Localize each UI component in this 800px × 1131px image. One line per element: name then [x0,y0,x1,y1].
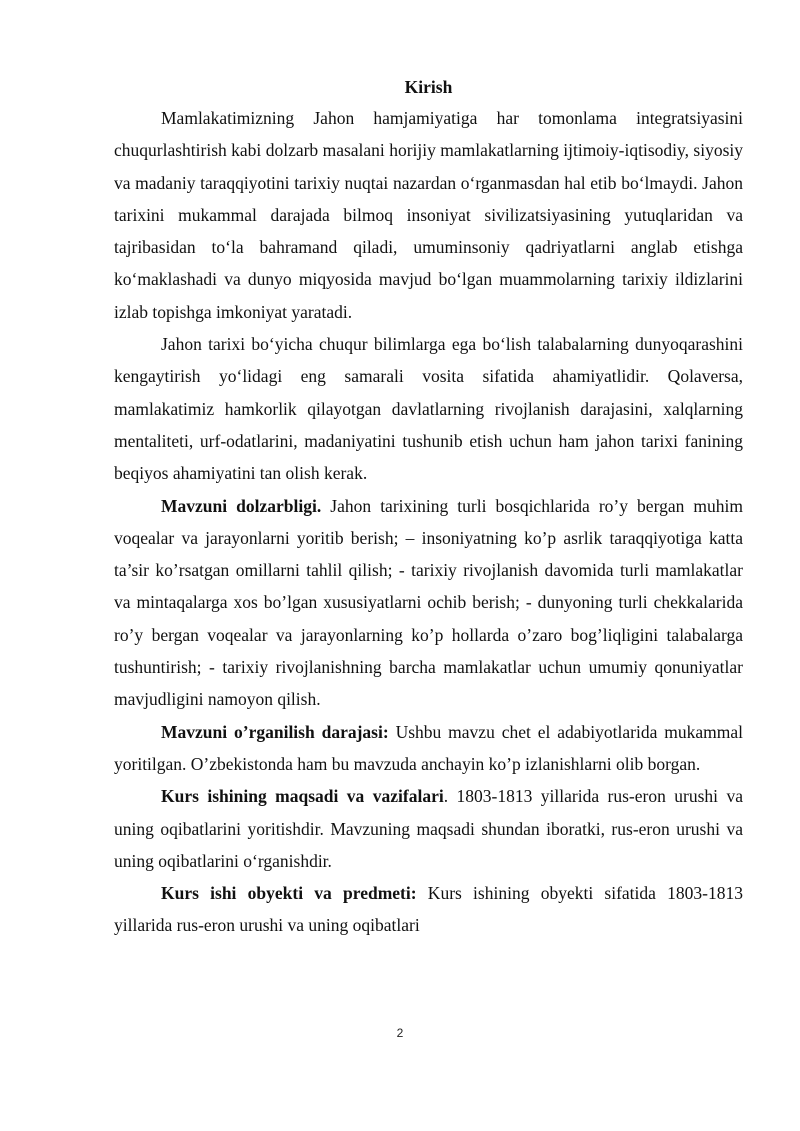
paragraph-text: Ushbu mavzu chet el adabiyotlarida mukammal yoritilgan. O’zbekistonda ham bu mavzuda anchayin ko’p izlanishlarni olib borgan. [114,721,743,774]
paragraph-study-level [114,716,743,781]
paragraph-relevance [114,490,743,716]
paragraph-goals [114,780,743,877]
paragraph-heading: Kurs ishi obyekti va predmeti: [161,883,417,904]
paragraph-text: Kurs ishining obyekti sifatida 1803-1813 yillarida rus-eron urushi va uning oqibatlari [114,883,743,936]
page-title: Kirish [404,77,453,97]
paragraph-heading: Kurs ishining maqsadi va vazifalari [161,786,444,807]
paragraph-intro [114,102,743,328]
paragraph-text: Jahon tarixi bo‘yicha chuqur bilimlarga ega bo‘lish talabalarning dunyoqarashini kengaytirish yo‘lidagi eng samarali vosita sifatida ahamiyatlidir. Qolaversa, mamlakatimiz hamkorlik qilayotgan davlatlarning rivojlanish darajasini, xalqlarning mentaliteti, urf-odatlarini, madaniyatini tushunib etish uchun ham jahon tarixi fanining beqiyos ahamiyatini tan olish kerak. [114,334,743,484]
paragraph-text: Mamlakatimizning Jahon hamjamiyatiga har tomonlama integratsiyasini chuqurlashtirish kabi dolzarb masalani horijiy mamlakatlarning ijtimoiy-iqtisodiy, siyosiy va madaniy taraqqiyotini tarixiy nuqtai nazardan o‘rganmasdan hal etib bo‘lmaydi. Jahon tarixini mukammal darajada bilmoq insoniyat sivilizatsiyasining yutuqlaridan va tajribasidan to‘la bahramand qiladi, umuminsoniy qadriyatlarni anglab etishga ko‘maklashadi va dunyo miqyosida mavjud bo‘lgan muammolarning tarixiy ildizlarini izlab topishga imkoniyat yaratadi. [114,108,743,322]
paragraph-world-history [114,328,743,489]
paragraph-text: Jahon tarixining turli bosqichlarida ro’y bergan muhim voqealar va jarayonlarni yoritib berish; – insoniyatning ko’p asrlik taraqqiyotiga katta ta’sir ko’rsatgan omillarni tahlil qilish; - tarixiy rivojlanish davomida turli mamlakatlar va mintaqalarga xos bo’lgan xususiyatlarni ochib berish; - dunyoning turli chekkalarida ro’y bergan voqealar va jarayonlarning ko’p hollarda o’zaro bog’liqligini talabalarga tushuntirish; - tarixiy rivojlanishning barcha mamlakatlar uchun umumiy qonuniyatlar mavjudligini namoyon qilish. [114,495,743,710]
paragraph-text: . 1803-1813 yillarida rus-eron urushi va uning oqibatlarini yoritishdir. Mavzuning maqsadi shundan iboratki, rus-eron urushi va uning oqibatlarini o‘rganishdir. [114,786,743,871]
paragraph-heading: Mavzuni dolzarbligi. [161,495,322,516]
paragraph-object [114,877,743,942]
page-content [114,72,743,942]
page-number: 2 [396,1026,404,1040]
paragraph-heading: Mavzuni o’rganilish darajasi: [161,721,389,742]
